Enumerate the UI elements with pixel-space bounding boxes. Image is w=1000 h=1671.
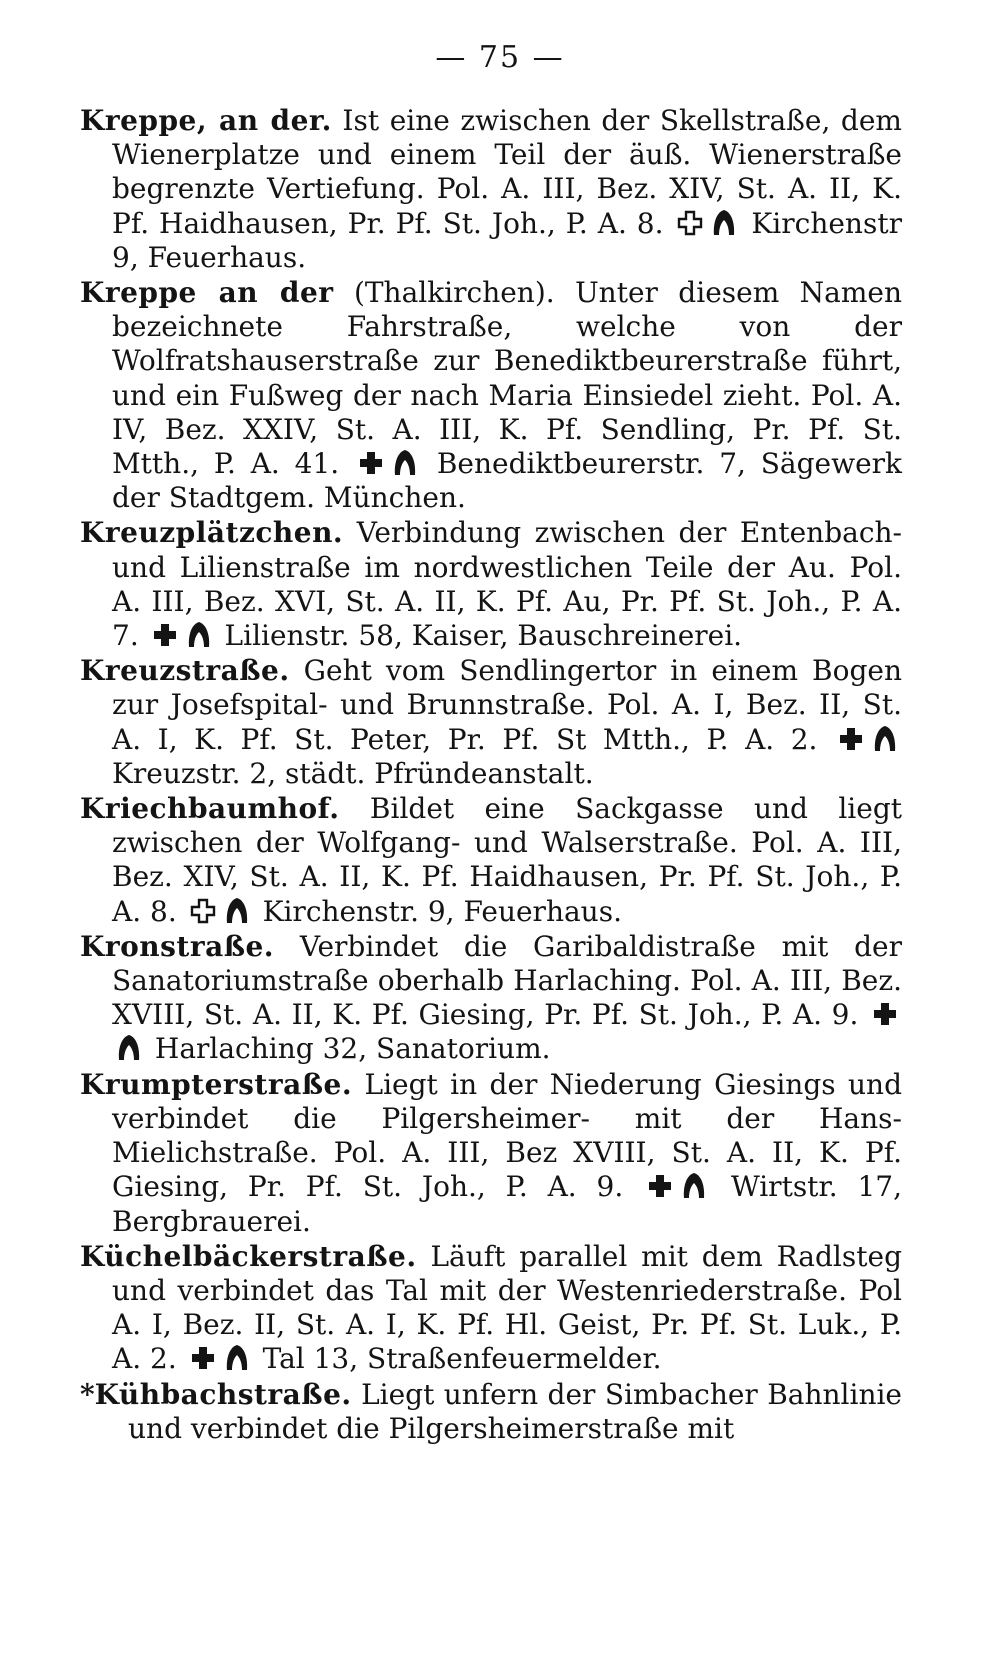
fire-helmet-icon	[392, 448, 418, 476]
entry-text: Liegt unfern der Simbacher Bahnlinie und verbindet die Pilgersheimerstraße mit	[128, 1377, 902, 1445]
directory-entry	[80, 654, 902, 791]
solid-cross-icon	[190, 1345, 216, 1371]
entry-text: Verbindet die Garibaldistraße mit der Sanatoriumstraße oberhalb Harlaching. Pol. A. III, Bez. XVIII, St. A. II, K. Pf. Giesing, Pr. Pf. St. Joh., P. A. 9.	[112, 929, 903, 1032]
entry-location: Wirtstr. 17, Bergbrauerei.	[112, 1170, 903, 1238]
entry-text: Ist eine zwischen der Skellstraße, dem Wienerplatze und einem Teil der äuß. Wienerstraße begrenzte Vertiefung. Pol. A. III, Bez. XIV, St. A. II, K. Pf. Haidhausen, Pr. Pf. St. Joh., P. A. 8.	[112, 104, 902, 240]
fire-helmet-icon	[186, 620, 212, 648]
entry-text: Läuft parallel mit dem Radlsteg und verbindet das Tal mit der Westenriederstraße. Pol A. I, Bez. II, St. A. I, K. Pf. Hl. Geist, Pr. Pf. St. Luk., P. A. 2.	[112, 1239, 902, 1376]
fire-helmet-icon	[224, 896, 250, 924]
entry-location: Kirchenstr. 9, Feuerhaus.	[262, 894, 622, 928]
entry-text: Liegt in der Niederung Giesings und verbindet die Pilgersheimer- mit der Hans-Mielichstraße. Pol. A. III, Bez XVIII, St. A. II, K. Pf. Giesing, Pr. Pf. St. Joh., P. A. 9.	[112, 1067, 902, 1204]
directory-entry	[80, 792, 902, 929]
entry-star-marker: *	[80, 1377, 95, 1411]
entry-headword: Kreppe an der	[80, 276, 334, 310]
fire-helmet-icon	[116, 1033, 142, 1061]
solid-cross-icon	[647, 1173, 673, 1199]
entry-location: Tal 13, Straßenfeuermelder.	[262, 1342, 662, 1376]
entry-location: Kirchenstr 9, Feuerhaus.	[112, 206, 902, 274]
entry-location: Lilienstr. 58, Kaiser, Bauschreinerei.	[224, 619, 743, 653]
directory-entry	[80, 276, 902, 515]
entry-headword: Kreppe, an der.	[80, 104, 332, 137]
entry-text: Verbindung zwischen der Entenbach- und Lilienstraße im nordwestlichen Teile der Au. Pol. A. III, Bez. XVI, St. A. II, K. Pf. Au, Pr. Pf. St. Joh., P. A. 7.	[112, 516, 903, 653]
fire-helmet-icon	[872, 724, 898, 752]
entry-text: Geht vom Sendlingertor in einem Bogen zur Josefspital- und Brunnstraße. Pol. A. I, Bez. II, St. A. I, K. Pf. St. Peter, Pr. Pf. St Mtth., P. A. 2.	[112, 654, 903, 756]
entry-location: Benediktbeurerstr. 7, Sägewerk der Stadtgem. München.	[112, 447, 902, 515]
directory-entry	[80, 1240, 902, 1377]
entry-location: Kreuzstr. 2, städt. Pfründeanstalt.	[112, 756, 594, 790]
solid-cross-icon	[838, 726, 864, 752]
entry-text: (Thalkirchen). Unter diesem Namen bezeichnete Fahrstraße, welche von der Wolfratshauserstraße zur Benediktbeurerstraße führt, und ein Fußweg der nach Maria Einsiedel zieht. Pol. A. IV, Bez. XXIV, St. A. III, K. Pf. Sendling, Pr. Pf. St. Mtth., P. A. 41.	[112, 276, 903, 481]
directory-entry	[80, 930, 902, 1067]
entry-text: Bildet eine Sackgasse und liegt zwischen der Wolfgang- und Walserstraße. Pol. A. III, Bez. XIV, St. A. II, K. Pf. Haidhausen, Pr. Pf. St. Joh., P. A. 8.	[112, 792, 903, 928]
entry-location: Harlaching 32, Sanatorium.	[154, 1032, 551, 1066]
directory-entry	[80, 104, 902, 275]
solid-cross-icon	[872, 1001, 898, 1027]
entry-headword: Kreuzstraße.	[80, 654, 290, 688]
directory-entry	[80, 516, 902, 653]
entry-headword: Kühbachstraße.	[94, 1377, 352, 1411]
solid-cross-icon	[152, 622, 178, 648]
entry-headword: Küchelbäckerstraße.	[80, 1239, 417, 1273]
fire-helmet-icon	[681, 1171, 707, 1199]
entry-headword: Kronstraße.	[80, 929, 275, 963]
entry-headword: Krumpterstraße.	[80, 1067, 353, 1101]
open-cross-icon	[190, 898, 216, 924]
directory-entry	[80, 1068, 902, 1239]
entry-headword: Kriechbaumhof.	[80, 792, 340, 826]
fire-helmet-icon	[224, 1343, 250, 1371]
directory-entry	[80, 1378, 902, 1446]
fire-helmet-icon	[711, 208, 737, 236]
open-cross-icon	[677, 210, 703, 236]
page-number: — 75 —	[435, 40, 565, 75]
entry-headword: Kreuzplätzchen.	[80, 516, 344, 550]
solid-cross-icon	[358, 450, 384, 476]
street-directory-entries	[80, 104, 902, 1447]
